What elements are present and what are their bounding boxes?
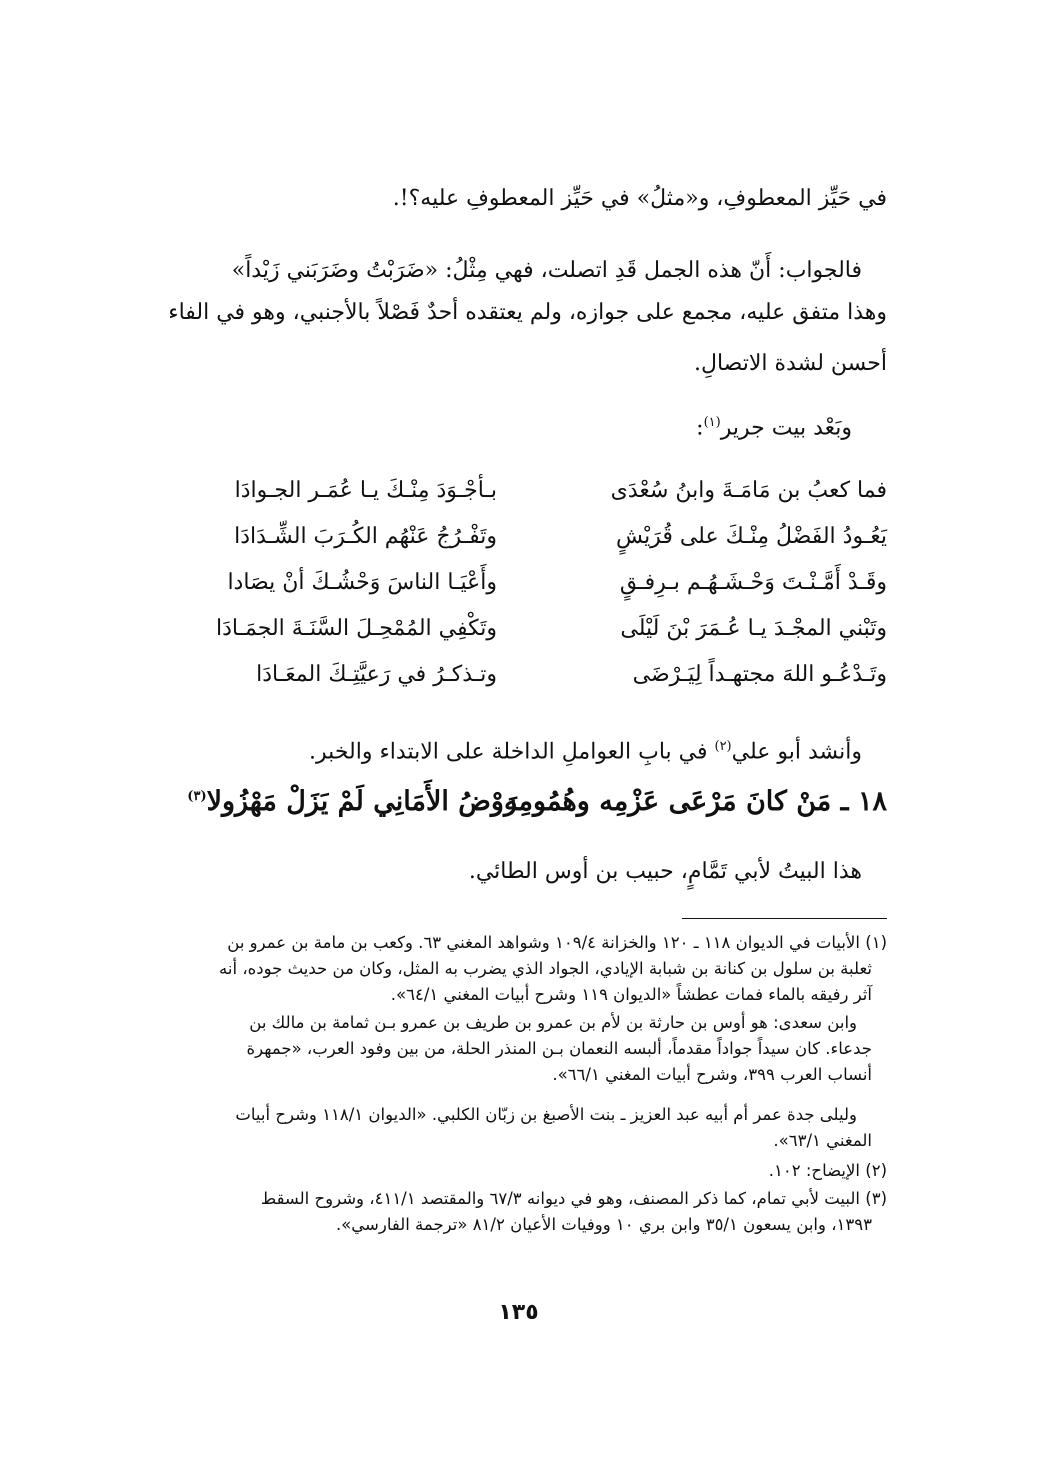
footnote-line: جدعاء. كان سيداً جواداً مقدماً، ألبسه النعمان بـن المنذر الحلة، من بين وفود العرب، «جمهرة — [246, 1039, 872, 1058]
body-line-2: فالجواب: أَنّ هذه الجمل قَدِ اتصلت، فهي مِثْلُ: «ضَرَبْتُ وضَرَبَني زَيْداً» — [231, 258, 862, 283]
poem-second-hemistich: وتـذكـرُ في رَعيَّتِـكَ المعَـادَا — [256, 662, 497, 687]
poem-second-hemistich: وأَعْيَـا الناسَ وَحْشُـكَ أنْ يصَادا — [227, 570, 497, 595]
poem-first-hemistich: وقَـدْ أَمَّـنْـتَ وَحْـشَـهُـم بـرِفـقٍ — [619, 570, 887, 595]
footnote-ref-2: (٢) — [714, 739, 732, 754]
poem-second-hemistich: وتَكْفِي المُمْحِـلَ السَّنَـةَ الجمَـادَا — [215, 616, 497, 641]
footnote-line: المغني ٦٣/١». — [773, 1131, 872, 1150]
footnote-line: ١٣٩٣، وابن يسعون ٣٥/١ وابن بري ١٠ ووفيات الأعيان ٨١/٢ «ترجمة الفارسي». — [335, 1215, 872, 1234]
poem-first-hemistich: وتَـدْعُـو اللهَ مجتهـداً لِيَـرْضَى — [632, 662, 887, 687]
footnote-separator — [682, 918, 887, 919]
footnote-line: وليلى جدة عمر أم أبيه عبد العزيز ـ بنت الأصبغ بن زبّان الكلبي. «الديوان ١١٨/١ وشرح أبيات — [235, 1105, 857, 1124]
verse-18 — [147, 786, 887, 830]
poem-first-hemistich: وتَبْني المجْـدَ يـا عُـمَرَ بْنَ لَيْلَى — [620, 616, 887, 641]
footnote-ref-3: (٣) — [187, 789, 207, 804]
poem-verse — [147, 616, 887, 650]
body-line-5 — [147, 408, 852, 443]
verse-18-second-hemistich — [147, 786, 517, 817]
poem-verse — [147, 524, 887, 558]
body-line-after-poem — [147, 732, 862, 767]
body-line-5-text: وبَعْد بيت جرير — [720, 415, 852, 441]
footnote-line: (١) الأبيات في الديوان ١١٨ ـ ١٢٠ والخزانة ١٠٩/٤ وشواهد المغني ٦٣. وكعب بن مامة بن عمرو بن — [227, 933, 887, 952]
poem-verse — [147, 478, 887, 512]
attribution-line: هذا البيتُ لأبي تَمَّامٍ، حبيب بن أوس الطائي. — [468, 859, 862, 884]
footnote-ref-1: (١) — [703, 415, 721, 430]
verse-18-right: مَنْ كانَ مَرْعَى عَزْمِه وهُمُومِه — [504, 786, 832, 817]
footnote-line: آثر رفيقه بالماء فمات عطشاً «الديوان ١١٩ وشرح أبيات المغني ٦٤/١». — [390, 985, 872, 1004]
body-line-5-colon: : — [696, 415, 704, 441]
footnote-line: (٢) الإيضاح: ١٠٢. — [768, 1161, 887, 1180]
verse-18-number: ١٨ ـ — [840, 786, 887, 817]
footnote-line: ثعلبة بن سلول بن كنانة بن شبابة الإيادي، الجواد الذي يضرب به المثل، وكان من حديث جوده، أنه — [219, 959, 872, 978]
footnote-line: وابن سعدى: هو أوس بن حارثة بن لأم بن عمرو بن طريف بن عمرو بـن ثمامة بن مالك بن — [249, 1013, 857, 1032]
body-line-4: أحسن لشدة الاتصالِ. — [693, 351, 887, 376]
poem-second-hemistich: وتَفْـرُجُ عَنْهُم الكُـرَبَ الشِّـدَادَا — [234, 524, 497, 549]
body-line-1: في حَيِّز المعطوفِ، و«مثلُ» في حَيِّز المعطوفِ عليه؟!. — [392, 186, 887, 211]
poem-second-hemistich: بـأجْـوَدَ مِنْـكَ يـا عُمَـر الجـوادَا — [234, 478, 497, 503]
poem-verse — [147, 662, 887, 696]
page-number: ١٣٥ — [498, 1300, 539, 1325]
poem-verse — [147, 570, 887, 604]
footnote-line: (٣) البيت لأبي تمام، كما ذكر المصنف، وهو في ديوانه ٦٧/٣ والمقتصد ٤١١/١، وشروح السقط — [260, 1189, 887, 1208]
verse-18-first-hemistich — [504, 786, 887, 817]
body-line-3: وهذا متفق عليه، مجمع على جوازه، ولم يعتقده أحدٌ فَصْلاً بالأجنبي، وهو في الفاء — [168, 300, 887, 325]
verse-18-left: رَوْضُ الأَمَانِي لَمْ يَزَلْ مَهْزُولا — [206, 786, 517, 817]
after-poem-text-a: وأنشد أبو علي — [731, 739, 862, 765]
poem-first-hemistich: فما كعبُ بن مَامَـةَ وابنُ سُعْدَى — [610, 478, 887, 503]
after-poem-text-b: في بابِ العواملِ الداخلة على الابتداء والخبر. — [309, 739, 715, 765]
footnote-line: أنساب العرب ٣٩٩، وشرح أبيات المغني ٦٦/١». — [552, 1065, 872, 1084]
poem-first-hemistich: يَعُـودُ الفَضْلُ مِنْـكَ على قُرَيْشٍ — [616, 524, 887, 549]
